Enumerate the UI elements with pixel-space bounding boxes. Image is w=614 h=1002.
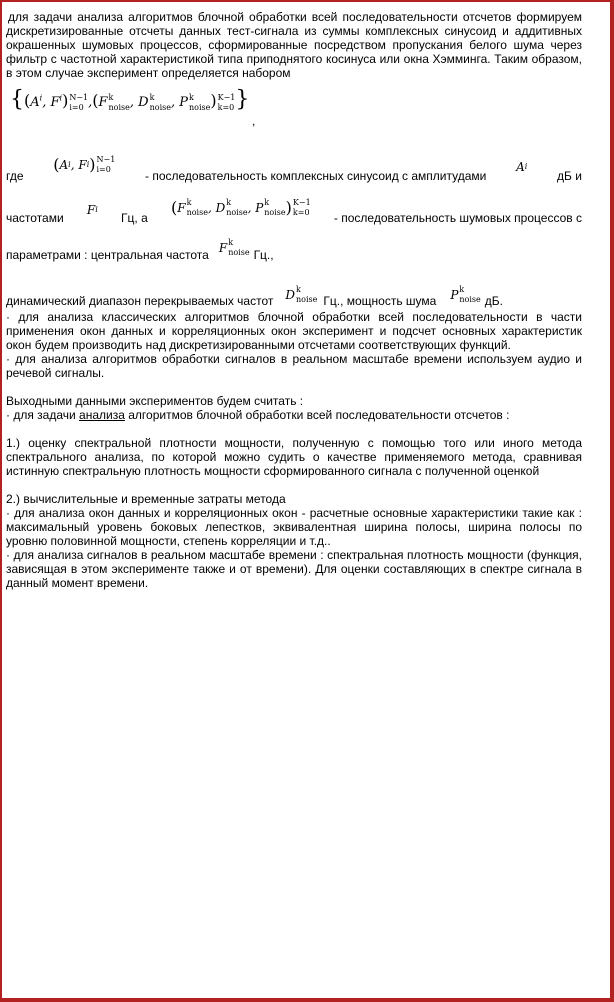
formula-center-freq: F k noise <box>218 238 250 257</box>
analysis-link[interactable]: анализа <box>79 408 125 422</box>
formula-set: {($A^i$, $F^i$) N−1 i=0 ,(F k noise , D k noise , P k noise ) K−1 k=0 } <box>10 87 250 112</box>
formula-sinusoids: ( A i , F i ) N−1 i=0 <box>53 155 116 174</box>
experiment-set-formula <box>6 80 582 140</box>
outputs-intro: Выходными данными экспериментов будем считать : <box>6 394 304 408</box>
def-text-db: дБ. <box>484 294 503 308</box>
formula-noise-power: P k noise <box>450 285 481 304</box>
def-text-freqs: частотами <box>6 211 64 225</box>
document-body <box>6 10 582 590</box>
formula-amplitude: A i <box>516 160 528 174</box>
formula-comma: , <box>252 114 256 128</box>
list-item: · для анализа классических алгоритмов блочной обработки всей последовательности в части применения окон данных и корреляционных окон эксперимент и подсчет основных характеристик окон будем производить над дискретизированными отсчетами соответствующих функций. <box>6 310 582 352</box>
def-text-noise-seq: - последовательность шумовых процессов с <box>333 211 582 225</box>
def-text-dynrange: динамический диапазон перекрываемых частот <box>6 294 274 308</box>
def-text-hz1: Гц., <box>253 248 274 262</box>
definition-line-3 <box>6 234 582 262</box>
def-text-hz-power: Гц., мощность шума <box>323 294 437 308</box>
definition-line-4 <box>6 280 582 310</box>
list-item: · для анализа сигналов в реальном масштабе времени : спектральная плотность мощности (функция, зависящая в этом эксперименте также и от времени). Для оценки составляющих в спектре сигнала в данный момент времени. <box>6 548 582 590</box>
item-1: 1.) оценку спектральной плотности мощности, полученную с помощью того или иного метода спектрального анализа, по которой можно судить о качестве применяемого метода, сравнивая истинную спектральную плотность мощности сформированного сигнала с полученной оценкой <box>6 436 582 478</box>
outputs-line-pre: · для задачи <box>6 408 80 422</box>
def-text-params: параметрами : центральная частота <box>6 248 209 262</box>
intro-paragraph: для задачи анализа алгоритмов блочной обработки всей последовательности отсчетов формируем дискретизированные отсчеты данных тест-сигнала из суммы комплексных синусоид и аддитивных окрашенных шумовых процессов, сформированные посредством пропускания белого шума через фильтр с частотной характеристикой типа приподнятого косинуса или окна Хэмминга. Таким образом, в этом случае эксперимент определяется набором <box>6 10 582 80</box>
def-text-where: где <box>6 169 24 183</box>
def-text-seq: - последовательность комплексных синусоид с амплитудами <box>145 169 487 183</box>
formula-dynamic-range: D k noise <box>285 285 318 304</box>
list-item: · для анализа алгоритмов обработки сигналов в реальном масштабе времени используем аудио и речевой сигналы. <box>6 352 582 380</box>
outputs-line <box>6 408 582 422</box>
list-item: · для анализа окон данных и корреляционных окон - расчетные основные характеристики такие как : максимальный уровень боковых лепестков, эквивалентная ширина полосы, ширина полосы по уровню половинной мощности, степень корреляции и т.д.. <box>6 506 582 548</box>
definition-line-2 <box>6 190 582 234</box>
def-text-hz-a: Гц, а <box>121 211 148 225</box>
outputs-line-post: алгоритмов блочной обработки всей последовательности отсчетов : <box>124 408 510 422</box>
definition-line-1 <box>6 146 582 190</box>
formula-frequency: F i <box>86 203 98 217</box>
item-2-title: 2.) вычислительные и временные затраты метода <box>6 492 286 506</box>
def-text-db-and: дБ и <box>557 169 582 183</box>
formula-noise-params: ( F k noise , D k noise , P k noise ) K−1 k=0 <box>171 198 311 217</box>
